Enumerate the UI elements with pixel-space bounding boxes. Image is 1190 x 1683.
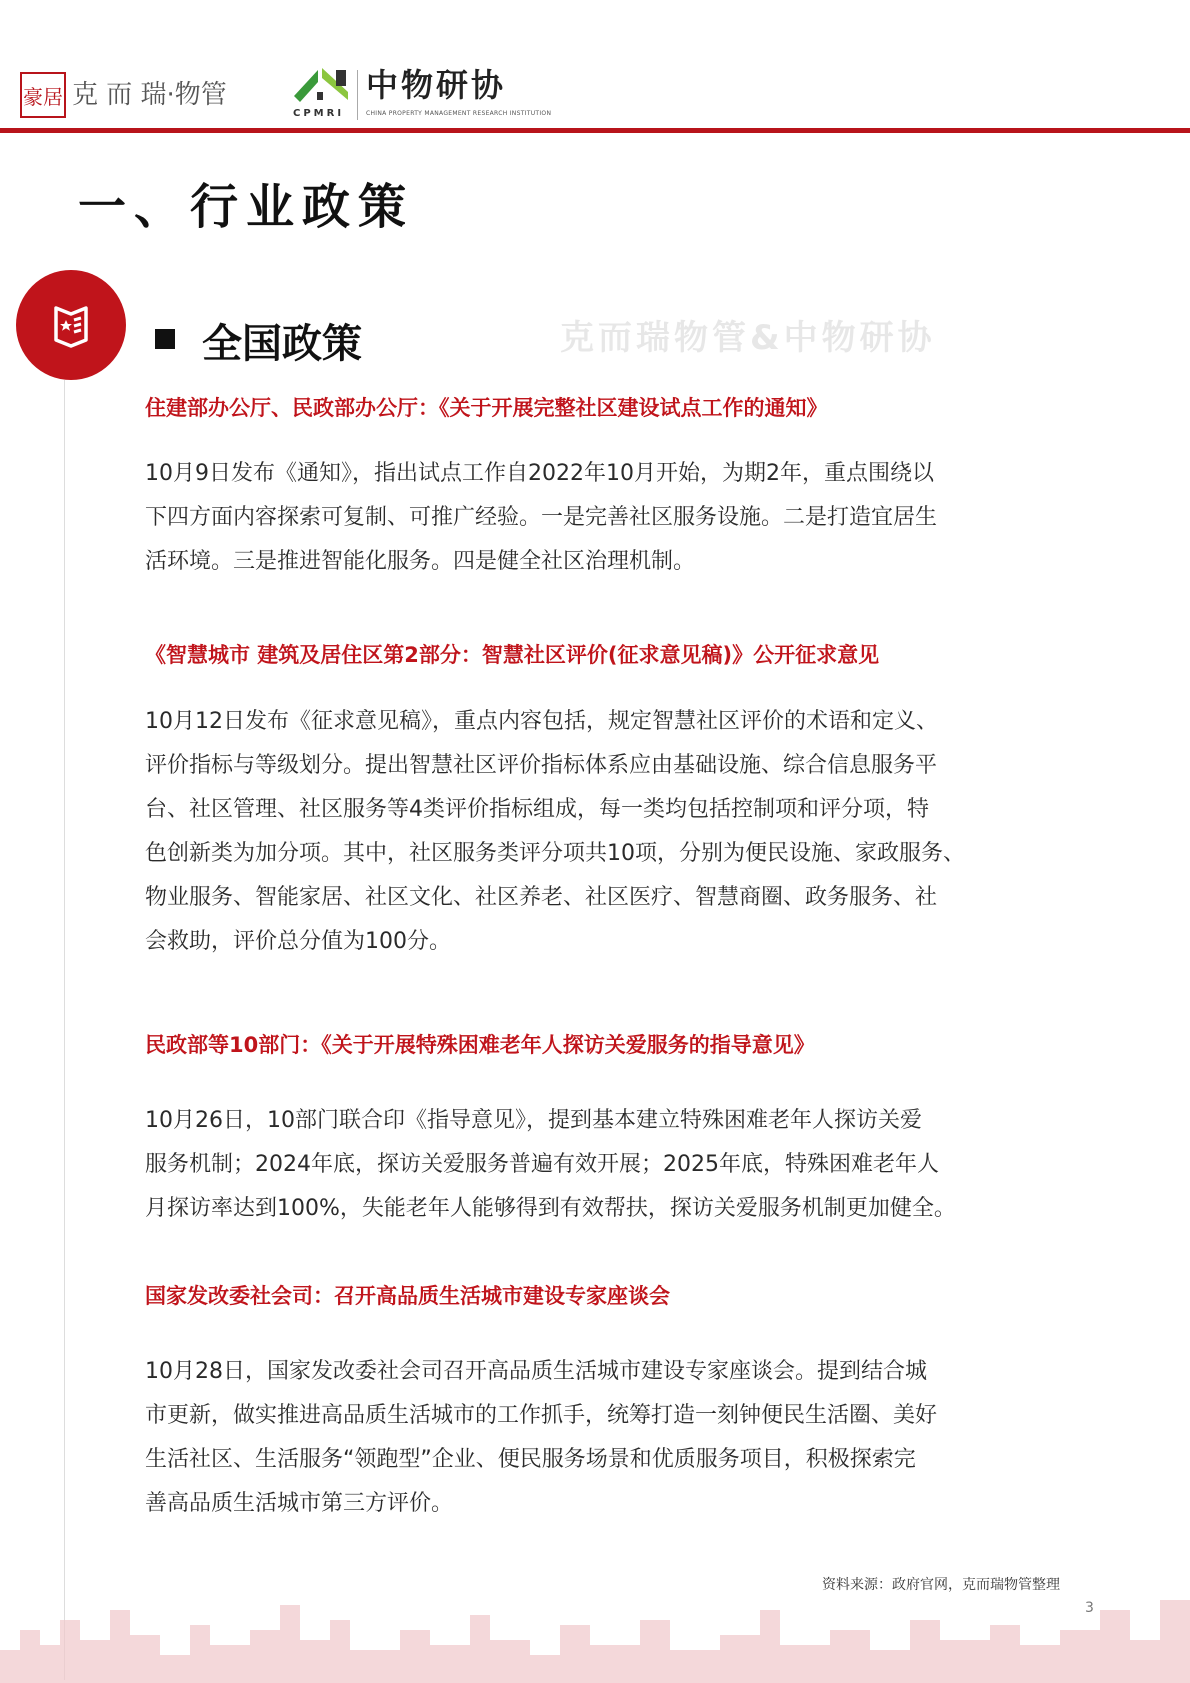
item-body [145, 452, 937, 584]
page-title: 一、行业政策 [78, 179, 415, 235]
watermark: 克而瑞物管&中物研协 [560, 318, 936, 358]
skyline-decoration [0, 1600, 1190, 1683]
body-line: 10月28日，国家发改委社会司召开高品质生活城市建设专家座谈会。提到结合城 [145, 1359, 927, 1384]
item-body [145, 700, 965, 964]
kerui-brand: 克 而 瑞·物管 [72, 80, 227, 110]
cpmri-subtitle: CHINA PROPERTY MANAGEMENT RESEARCH INSTITUTION [366, 110, 552, 117]
cpmri-house-icon [292, 66, 352, 106]
body-line: 10月9日发布《通知》，指出试点工作自2022年10月开始，为期2年，重点围绕以 [145, 461, 934, 486]
item-body [145, 1099, 956, 1231]
body-line: 生活社区、生活服务“领跑型”企业、便民服务场景和优质服务项目，积极探索完 [145, 1447, 916, 1472]
item-body [145, 1350, 937, 1526]
header-divider [357, 70, 358, 120]
body-line: 会救助，评价总分值为100分。 [145, 929, 451, 954]
side-rule [64, 380, 65, 1680]
item-heading: 国家发改委社会司：召开高品质生活城市建设专家座谈会 [145, 1284, 670, 1308]
body-line: 色创新类为加分项。其中，社区服务类评分项共10项，分别为便民设施、家政服务、 [145, 841, 965, 866]
body-line: 善高品质生活城市第三方评价。 [145, 1491, 454, 1516]
item-heading: 民政部等10部门：《关于开展特殊困难老年人探访关爱服务的指导意见》 [145, 1033, 815, 1057]
policy-book-icon [16, 270, 126, 380]
body-line: 月探访率达到100%，失能老年人能够得到有效帮扶，探访关爱服务机制更加健全。 [145, 1196, 956, 1221]
body-line: 10月12日发布《征求意见稿》，重点内容包括，规定智慧社区评价的术语和定义、 [145, 709, 938, 734]
page-number: 3 [1085, 1600, 1094, 1616]
source-note: 资料来源：政府官网，克而瑞物管整理 [822, 1577, 1060, 1593]
bullet-square [155, 329, 175, 349]
cpmri-label: CPMRI [293, 108, 345, 119]
section-title: 全国政策 [202, 321, 362, 367]
body-line: 活环境。三是推进智能化服务。四是健全社区治理机制。 [145, 549, 696, 574]
cpmri-brand: 中物研协 [366, 66, 507, 104]
item-heading: 《智慧城市 建筑及居住区第2部分：智慧社区评价(征求意见稿)》公开征求意见 [145, 643, 880, 667]
body-line: 物业服务、智能家居、社区文化、社区养老、社区医疗、智慧商圈、政务服务、社 [145, 885, 938, 910]
body-line: 服务机制；2024年底，探访关爱服务普遍有效开展；2025年底，特殊困难老年人 [145, 1152, 939, 1177]
kerui-seal-logo: 豪居 [20, 72, 66, 118]
header-rule [0, 128, 1190, 133]
body-line: 评价指标与等级划分。提出智慧社区评价指标体系应由基础设施、综合信息服务平 [145, 753, 938, 778]
body-line: 市更新，做实推进高品质生活城市的工作抓手，统筹打造一刻钟便民生活圈、美好 [145, 1403, 938, 1428]
item-heading: 住建部办公厅、民政部办公厅：《关于开展完整社区建设试点工作的通知》 [145, 396, 828, 420]
body-line: 10月26日，10部门联合印《指导意见》，提到基本建立特殊困难老年人探访关爱 [145, 1108, 922, 1133]
body-line: 下四方面内容探索可复制、可推广经验。一是完善社区服务设施。二是打造宜居生 [145, 505, 938, 530]
body-line: 台、社区管理、社区服务等4类评价指标组成，每一类均包括控制项和评分项，特 [145, 797, 929, 822]
